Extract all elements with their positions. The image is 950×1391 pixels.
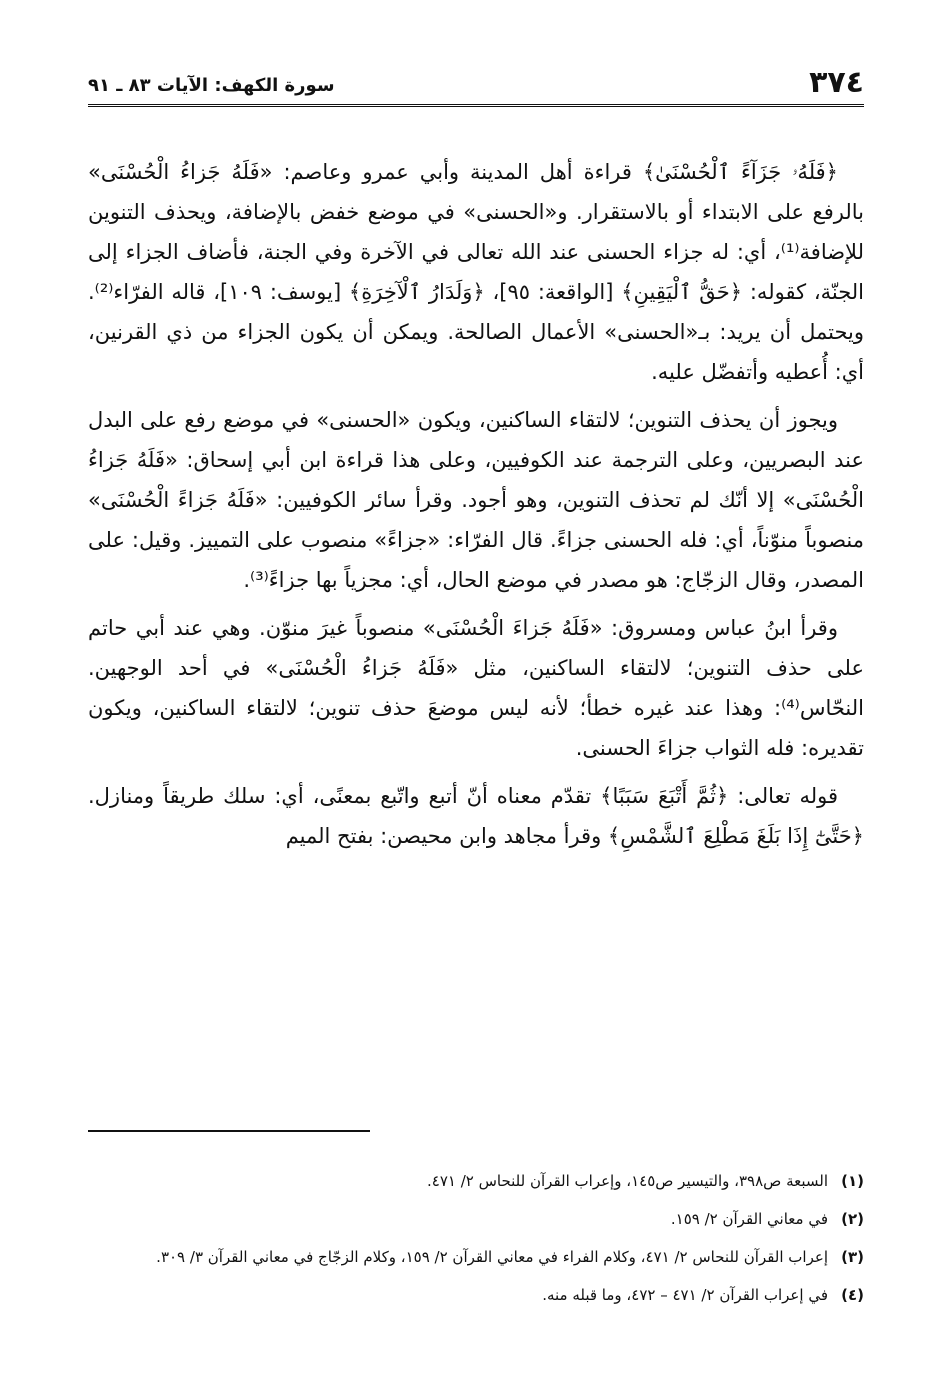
paragraph: وقرأ ابنُ عباس ومسروق: «فَلَهُ جَزاءَ الْحُسْنَى» منصوباً غيرَ منوّن. وهي عند أبي حاتم على حذف التنوين؛ لالتقاء الساكنين، مثل «فَلَهُ جَزاءُ الْحُسْنَى» في أحد الوجهين. النحّاس⁽⁴⁾: وهذا عند غيره خطأ؛ لأنه ليس موضعَ حذف تنوين؛ لالتقاء الساكنين، ويكون تقديره: فله الثواب جزاءَ الحسنى. (88, 616, 864, 760)
main-text (88, 152, 864, 856)
footnote-number: (٤) (841, 1286, 864, 1304)
footnote-text: في معاني القرآن ٢/ ١٥٩. (670, 1210, 828, 1228)
paragraph: ﴿فَلَهُۥ جَزَآءً ٱلْحُسْنَىٰ﴾ قراءة أهل المدينة وأبي عمرو وعاصم: «فَلَهُ جَزاءُ الْحُسْنَى» بالرفع على الابتداء أو بالاستقرار. و«الحسنى» في موضع خفض بالإضافة، ويحذف التنوين للإضافة⁽¹⁾، أي: له جزاء الحسنى عند الله تعالى في الآخرة وفي الجنة، فأضاف الجزاء إلى الجنّة، كقوله: ﴿حَقُّ ٱلْيَقِينِ﴾ [الواقعة: ٩٥]، ﴿وَلَدَارُ ٱلْآخِرَةِ﴾ [يوسف: ١٠٩]، قاله الفرّاء⁽²⁾. ويحتمل أن يريد: بـ«الحسنى» الأعمال الصالحة. ويمكن أن يكون الجزاء من ذي القرنين، أي: أُعطيه وأتفضّل عليه. (88, 160, 865, 384)
footnote-item (88, 1243, 864, 1271)
footnote-item (88, 1205, 864, 1233)
page-number: ٣٧٤ (809, 65, 864, 100)
paragraph: قوله تعالى: ﴿ثُمَّ أَتْبَعَ سَبَبًا﴾ تقدّم معناه أنّ أتبع واتّبع بمعنًى، أي: سلك طريقاً ومنازل. ﴿حَتَّىٰٓ إِذَا بَلَغَ مَطْلِعَ ٱلشَّمْسِ﴾ وقرأ مجاهد وابن محيصن: بفتح الميم (88, 784, 864, 848)
footnote-item (88, 1281, 864, 1309)
footnote-divider (88, 1130, 370, 1132)
footnote-number: (١) (841, 1172, 864, 1190)
footnote-text: في إعراب القرآن ٢/ ٤٧١ – ٤٧٢، وما قبله منه. (542, 1286, 828, 1304)
page-header (88, 60, 864, 107)
book-page (88, 60, 864, 1360)
footnote-number: (٣) (841, 1248, 864, 1266)
footnotes (88, 1167, 864, 1319)
footnote-number: (٢) (841, 1210, 864, 1228)
footnote-text: السبعة ص٣٩٨، والتيسير ص١٤٥، وإعراب القرآن للنحاس ٢/ ٤٧١. (426, 1172, 828, 1190)
footnote-item (88, 1167, 864, 1195)
footnote-text: إعراب القرآن للنحاس ٢/ ٤٧١، وكلام الفراء في معاني القرآن ٢/ ١٥٩، وكلام الزجّاج في معاني القرآن ٣/ ٣٠٩. (156, 1248, 828, 1266)
paragraph: ويجوز أن يحذف التنوين؛ لالتقاء الساكنين، ويكون «الحسنى» في موضع رفع على البدل عند البصريين، وعلى الترجمة عند الكوفيين، وعلى هذا قراءة ابن أبي إسحاق: «فَلَهُ جَزاءُ الْحُسْنَى» إلا أنّك لم تحذف التنوين، وهو أجود. وقرأ سائر الكوفيين: «فَلَهُ جَزاءً الْحُسْنَى» منصوباً منوّناً، أي: فله الحسنى جزاءً. قال الفرّاء: «جزاءً» منصوب على التمييز. وقيل: على المصدر، وقال الزجّاج: هو مصدر في موضع الحال، أي: مجزياً بها جزاءً⁽³⁾. (88, 408, 864, 592)
running-title: سورة الكهف: الآيات ٨٣ ـ ٩١ (88, 75, 335, 96)
